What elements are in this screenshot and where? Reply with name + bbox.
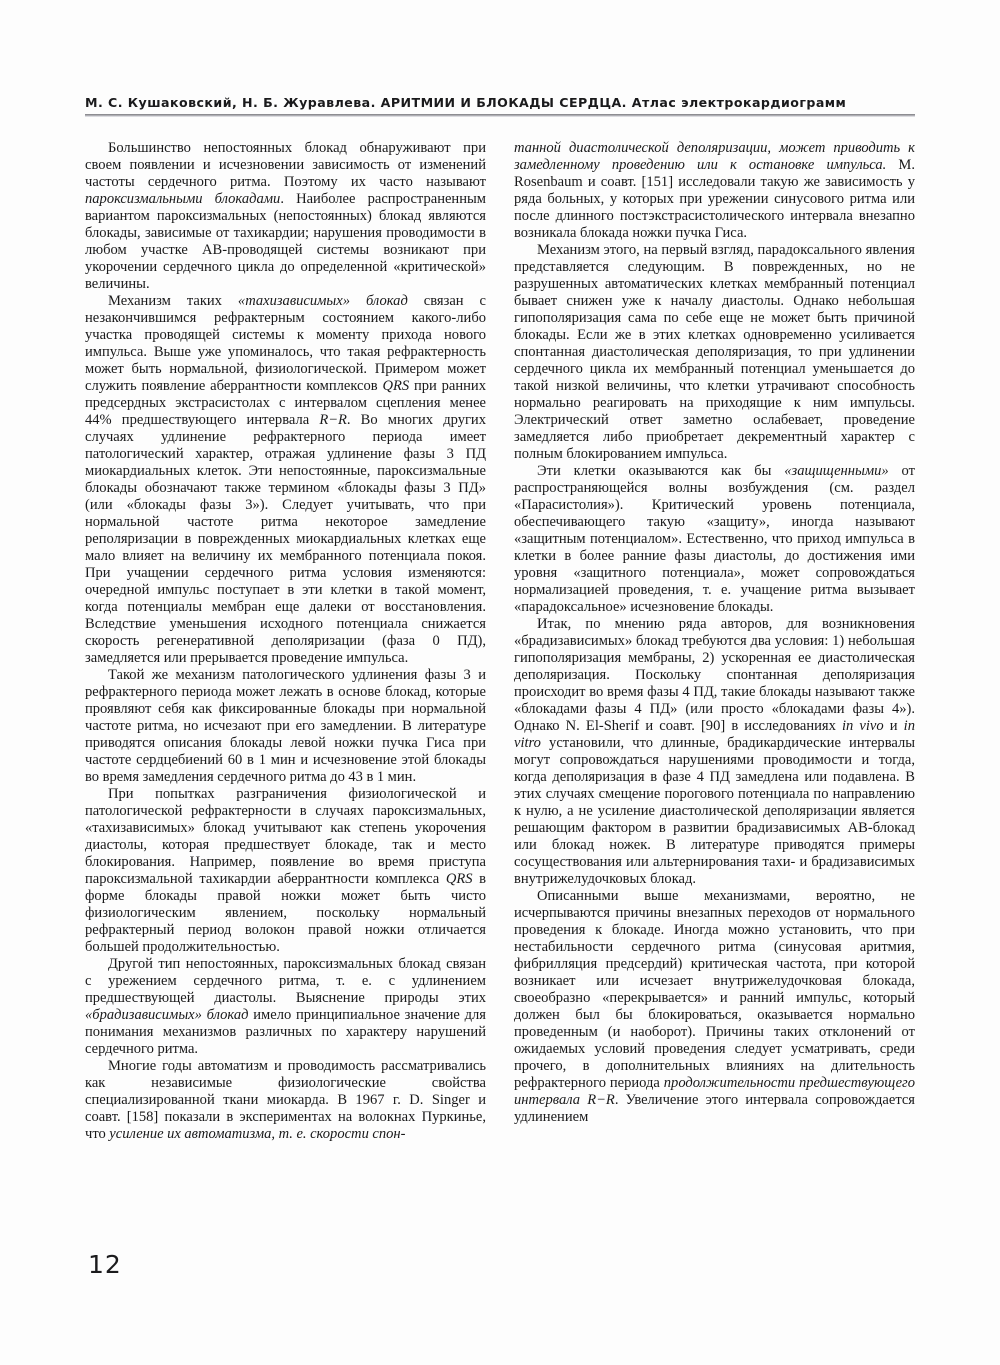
text-run: M. Rosenbaum и соавт. [151] исследовали такую же зависимость у ряда больных, у которых при урежении синусового ритма или после длинного постэкстрасистолического интервала внезапно возникала блокада ножки пучка Гиса.: [514, 157, 915, 241]
page-number: 12: [88, 1250, 122, 1279]
italic-run: «тахизависимых» блокад: [237, 293, 408, 309]
paragraph: [85, 293, 486, 667]
text-run: Описанными выше механизмами, вероятно, не исчерпываются причины внезапных переходов от нормального проведения к блокаде. Иногда можно установить, что при нестабильности сердечного ритма (синусовая аритмия, фибрилляция предсердий) критическая частота, при которой возникает или исчезает внутрижелудочковая блокада, своеобразно «перекрывается» и ранний импульс, который должен был бы блокироваться, оказывается нормально проведенным (и наоборот). Причины таких отклонений от ожидаемых условий проведения следует усматривать, среди прочего, в дополнительных влияниях на длительность рефрактерного периода: [514, 888, 915, 1091]
text-run: При попытках разграничения физиологической и патологической рефрактерности в случаях пароксизмальных, «тахизависимых» блокад учитывают как степень укорочения диастолы, которая предшествует блокаде, так и место блокирования. Например, появление во время приступа пароксизмальной тахикардии аберрантности комплекса: [85, 786, 486, 887]
text-run: и: [883, 718, 904, 734]
text-run: Большинство непостоянных блокад обнаруживают при своем появлении и исчезновении зависимость от изменений частоты сердечного ритма. Поэтому их часто называют: [85, 140, 486, 190]
text-run: Многие годы автоматизм и проводимость рассматривались как независимые физиологические свойства специализированной ткани миокарда. В 1967 г. D. Singer и соавт. [158] показали в экспериментах на волокнах Пуркинье, что: [85, 1058, 486, 1142]
italic-run: танной диастолической деполяризации, может приводить к замедленному проведению или к остановке импульса.: [514, 140, 915, 173]
text-run: от распространяющейся волны возбуждения (см. раздел «Парасистолия»). Критический уровень потенциала, обеспечивающего такую «защиту», иногда называют «защитным потенциалом». Естественно, что приход импульса в клетки в более ранние фазы диастолы, до достижения ими уровня «защитного потенциала», может сопровождаться нормализацией проведения, т. е. учащение ритма вызывает «парадоксальное» исчезновение блокады.: [514, 463, 915, 615]
text-run: Такой же механизм патологического удлинения фазы 3 и рефрактерного периода может лежать в основе блокад, которые проявляют себя как фиксированные блокады при нормальной частоте ритма, но исчезают при его замедлении. В литературе приводятся описания блокады левой ножки пучка Гиса при частоте сердцебиений 60 в 1 мин и исчезновение этой блокады во время замедления сердечного ритма до 43 в 1 мин.: [85, 667, 486, 785]
text-run: имело принципиальное значение для понимания механизмов различных по характеру нарушений сердечного ритма.: [85, 1007, 486, 1057]
paragraph: [85, 140, 486, 293]
text-run: . Увеличение этого интервала сопровождается удлинением: [514, 1092, 915, 1125]
italic-run: «брадизависимых» блокад: [85, 1007, 249, 1023]
paragraph: [85, 1058, 486, 1143]
italic-run: QRS: [445, 871, 473, 887]
running-head: М. С. Кушаковский, Н. Б. Журавлева. АРИТМИИ И БЛОКАДЫ СЕРДЦА. Атлас электрокардиограмм: [85, 95, 847, 110]
paragraph: [85, 667, 486, 786]
text-run: при ранних предсердных экстрасистолах с интервалом сцепления менее 44% предшествующего интервала: [85, 378, 486, 428]
text-run: Механизм этого, на первый взгляд, парадоксального явления представляется следующим. В поврежденных, но не разрушенных автоматических клетках мембранный потенциал бывает снижен уже к началу диастолы. Однако небольшая гипополяризация сама по себе еще не может быть причиной блокады. Если же в этих клетках одновременно усиливается спонтанная диастолическая деполяризация, то при удлинении сердечного цикла их мембранный потенциал уменьшается до такой низкой величины, что клетки утрачивают способность нормально реагировать на приходящие к ним импульсы. Электрический ответ заметно ослабевает, проведение замедляется либо приобретает декрементный характер с полным блокированием импульса.: [514, 242, 915, 462]
right-text-column: [514, 140, 915, 1143]
text-run: Итак, по мнению ряда авторов, для возникновения «брадизависимых» блокад требуются два условия: 1) небольшая гипополяризация мембраны, 2) ускоренная ее диастолическая деполяризация. Поскольку спонтанная деполяризация происходит во время фазы 4 ПД, такие блокады называют также «блокадами фазы 4 ПД» (или просто «блокадами фазы 4»). Однако N. El-Sherif и соавт. [90] в исследованиях: [514, 616, 915, 734]
text-run: Другой тип непостоянных, пароксизмальных блокад связан с урежением сердечного ритма, т. е. с удлинением предшествующей диастолы. Выяснение природы этих: [85, 956, 486, 1006]
text-run: Эти клетки оказываются как бы: [537, 463, 785, 479]
italic-run: продолжительности предшествующего интервала R−R: [514, 1075, 915, 1108]
text-run: . Наиболее распространенным вариантом пароксизмальных (непостоянных) блокад являются блокады, зависимые от тахикардии; нарушения проводимости в любом участке АВ-проводящей системы возникают при укорочении сердечного цикла до определенной «критической» величины.: [85, 191, 486, 292]
italic-run: in vitro: [514, 718, 915, 751]
paragraph: [514, 616, 915, 888]
italic-run: R−R: [319, 412, 347, 428]
body-columns: [85, 140, 915, 1143]
text-run: в форме блокады правой ножки может быть чисто физиологическим явлением, поскольку нормальный рефрактерный период волокон правой ножки отличается большей продолжительностью.: [85, 871, 486, 955]
text-run: связан с незакончившимся рефрактерным состоянием какого-либо участка проводящей системы к моменту прихода нового импульса. Выше уже упоминалось, что такая рефрактерность может быть нормальной, физиологической. Примером может служить появление аберрантности комплексов: [85, 293, 487, 394]
paragraph: [85, 956, 486, 1058]
italic-run: пароксизмальными блокадами: [85, 191, 281, 207]
text-run: установили, что длинные, брадикардические интервалы могут сопровождаться нарушениями проводимости и тогда, когда деполяризация в фазе 4 ПД замедлена или подавлена. В этих случаях смещение порогового потенциала по направлению к нулю, а не усиление диастолической деполяризации является решающим фактором в развитии брадизависимых АВ-блокад или блокад ножек. В литературе приводятся примеры сосуществования или альтернирования тахи- и брадизависимых внутрижелудочковых блокад.: [514, 735, 915, 887]
italic-run: QRS: [382, 378, 410, 394]
italic-run: «защищенными»: [784, 463, 889, 479]
paragraph: [514, 242, 915, 463]
paragraph: [514, 888, 915, 1126]
paragraph: [514, 140, 915, 242]
left-text-column: [85, 140, 486, 1143]
header-rule: [85, 114, 915, 117]
paragraph: [85, 786, 486, 956]
text-run: . Во многих других случаях удлинение рефрактерного периода имеет патологический характер, отражая удлинение фазы 3 ПД миокардиальных клеток. Эти непостоянные, пароксизмальные блокады обозначают также термином «блокады фазы 3 ПД» (или «блокады фазы 3»). Следует учитывать, что при нормальной частоте ритма некоторое замедление реполяризации в поврежденных миокардиальных клетках еще мало влияет на величину их мембранного потенциала покоя. При учащении сердечного ритма условия изменяются: очередной импульс поступает в эти клетки в такой момент, когда потенциалы мембран еще далеки от восстановления. Вследствие уменьшения исходного потенциала снижается скорость регенеративной деполяризации (фаза 0 ПД), замедляется или прерывается проведение импульса.: [85, 412, 486, 666]
italic-run: усиление их автоматизма, т. е. скорости спон-: [109, 1126, 406, 1142]
page-header: [85, 96, 915, 117]
text-run: Механизм таких: [108, 293, 238, 309]
italic-run: in vivo: [841, 718, 884, 734]
paragraph: [514, 463, 915, 616]
